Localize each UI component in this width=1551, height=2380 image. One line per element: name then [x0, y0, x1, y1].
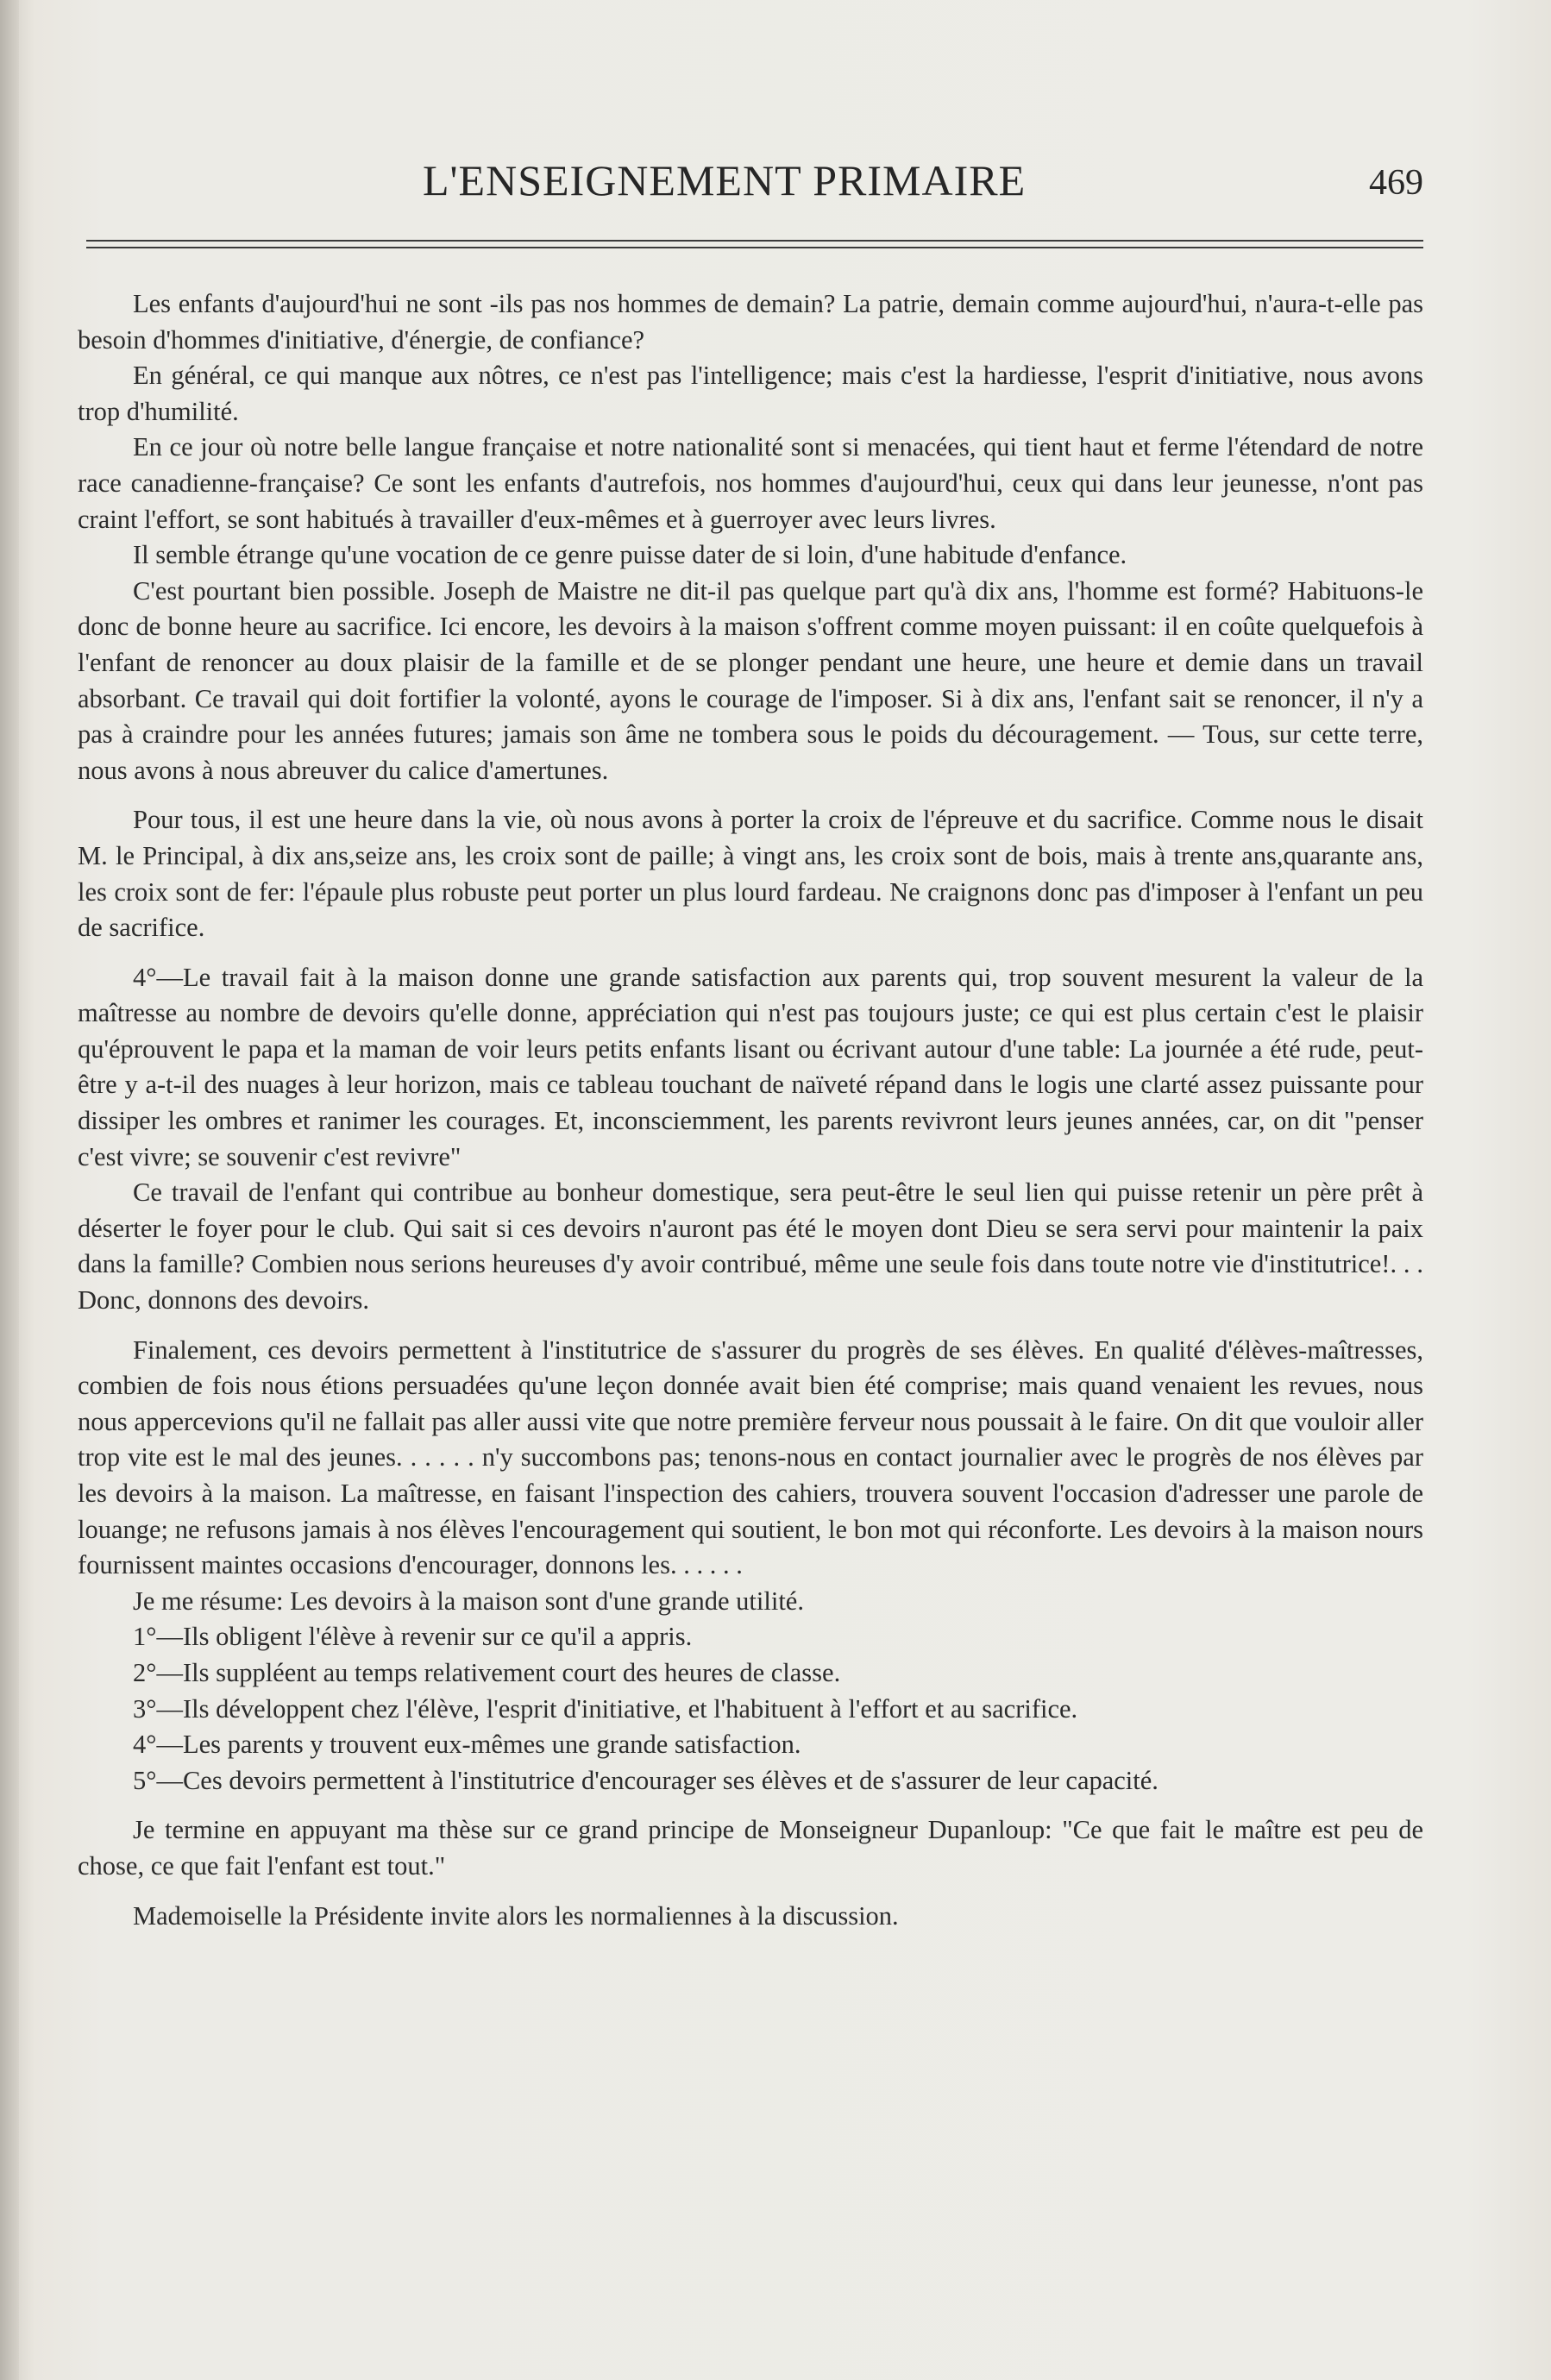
paragraph: Finalement, ces devoirs permettent à l'institutrice de s'assurer du progrès de ses élèves. En qualité d'élèves-maîtresses, combien de fois nous étions persuadées qu'une leçon donnée avait bien été comprise; mais quand venaient les revues, nous nous appercevions qu'il ne fallait pas aller aussi vite que notre première ferveur nous poussait à le faire. On dit que vouloir aller trop vite est le mal des jeunes. . . . . . n'y succombons pas; tenons-nous en contact journalier avec le progrès de nos élèves par les devoirs à la maison. La maîtresse, en faisant l'inspection des cahiers, trouvera souvent l'occasion d'adresser une parole de louange; ne refusons jamais à nos élèves l'encouragement qui soutient, le bon mot qui réconforte. Les devoirs à la maison nours fournissent maintes occasions d'encourager, donnons les. . . . . .: [78, 1334, 1423, 1580]
paragraph: Je me résume: Les devoirs à la maison sont d'une grande utilité.: [133, 1586, 804, 1616]
paragraph: Ce travail de l'enfant qui contribue au bonheur domestique, sera peut-être le seul lien qui puisse retenir un père prêt à déserter le foyer pour le club. Qui sait si ces devoirs n'auront pas été le moyen dont Dieu se sera servi pour maintenir la paix dans la famille? Combien nous serions heureuses d'y avoir contribué, même une seule fois dans toute notre vie d'institutrice!. . . Donc, donnons des devoirs.: [78, 1177, 1423, 1316]
summary-item: 5°—Ces devoirs permettent à l'institutrice d'encourager ses élèves et de s'assurer de leur capacité.: [133, 1765, 1159, 1795]
paragraph: En général, ce qui manque aux nôtres, ce n'est pas l'intelligence; mais c'est la hardiesse, l'esprit d'initiative, nous avons trop d'humilité.: [78, 361, 1423, 426]
paragraph: Il semble étrange qu'une vocation de ce genre puisse dater de si loin, d'une habitude d'enfance.: [133, 540, 1127, 570]
paragraph: Je termine en appuyant ma thèse sur ce grand principe de Monseigneur Dupanloup: "Ce que fait le maître est peu de chose, ce que fait l'enfant est tout.": [78, 1815, 1423, 1881]
body-text: [78, 286, 1423, 1934]
page-header: [86, 155, 1423, 216]
header-rule: [86, 240, 1423, 248]
summary-item: 3°—Ils développent chez l'élève, l'esprit d'initiative, et l'habituent à l'effort et au sacrifice.: [133, 1693, 1078, 1724]
paragraph: Pour tous, il est une heure dans la vie, où nous avons à porter la croix de l'épreuve et du sacrifice. Comme nous le disait M. le Principal, à dix ans,seize ans, les croix sont de paille; à vingt ans, les croix sont de bois, mais à trente ans,quarante ans, les croix sont de fer: l'épaule plus robuste peut porter un plus lourd fardeau. Ne craignons donc pas d'imposer à l'enfant un peu de sacrifice.: [78, 805, 1423, 943]
paragraph: C'est pourtant bien possible. Joseph de Maistre ne dit-il pas quelque part qu'à dix ans, l'homme est formé? Habituons-le donc de bonne heure au sacrifice. Ici encore, les devoirs à la maison s'offrent comme moyen puissant: il en coûte quelquefois à l'enfant de renoncer au doux plaisir de la famille et de se plonger pendant une heure, une heure et demie dans un travail absorbant. Ce travail qui doit fortifier la volonté, ayons le courage de l'imposer. Si à dix ans, l'enfant sait se renoncer, il n'y a pas à craindre pour les années futures; jamais son âme ne tombera sous le poids du découragement. — Tous, sur cette terre, nous avons à nous abreuver du calice d'amertunes.: [78, 575, 1423, 785]
page-number: 469: [1369, 163, 1423, 203]
summary-item: 1°—Ils obligent l'élève à revenir sur ce qu'il a appris.: [133, 1622, 693, 1652]
paragraph: 4°—Le travail fait à la maison donne une grande satisfaction aux parents qui, trop souvent mesurent la valeur de la maîtresse au nombre de devoirs qu'elle donne, appréciation qui n'est pas toujours juste; ce qui est plus certain c'est le plaisir qu'éprouvent le papa et la maman de voir leurs petits enfants lisant ou écrivant autour d'une table: La journée a été rude, peut-être y a-t-il des nuages à leur horizon, mais ce tableau touchant de naïveté répand dans le logis une clarté assez puissante pour dissiper les ombres et ranimer les courages. Et, inconsciemment, les parents revivront leurs jeunes années, car, on dit "penser c'est vivre; se souvenir c'est revivre": [78, 962, 1423, 1171]
summary-item: 4°—Les parents y trouvent eux-mêmes une grande satisfaction.: [133, 1730, 801, 1760]
running-title: L'ENSEIGNEMENT PRIMAIRE: [423, 156, 1027, 204]
paragraph: Mademoiselle la Présidente invite alors les normaliennes à la discussion.: [133, 1900, 899, 1931]
paragraph: En ce jour où notre belle langue française et notre nationalité sont si menacées, qui tient haut et ferme l'étendard de notre race canadienne-française? Ce sont les enfants d'autrefois, nos hommes d'aujourd'hui, ceux qui dans leur jeunesse, n'ont pas craint l'effort, se sont habitués à travailler d'eux-mêmes et à guerroyer avec leurs livres.: [78, 432, 1423, 534]
paragraph: Les enfants d'aujourd'hui ne sont -ils pas nos hommes de demain? La patrie, demain comme aujourd'hui, n'aura-t-elle pas besoin d'hommes d'initiative, d'énergie, de confiance?: [78, 289, 1423, 355]
summary-item: 2°—Ils suppléent au temps relativement court des heures de classe.: [133, 1657, 841, 1687]
binding-gutter: [0, 0, 19, 2380]
